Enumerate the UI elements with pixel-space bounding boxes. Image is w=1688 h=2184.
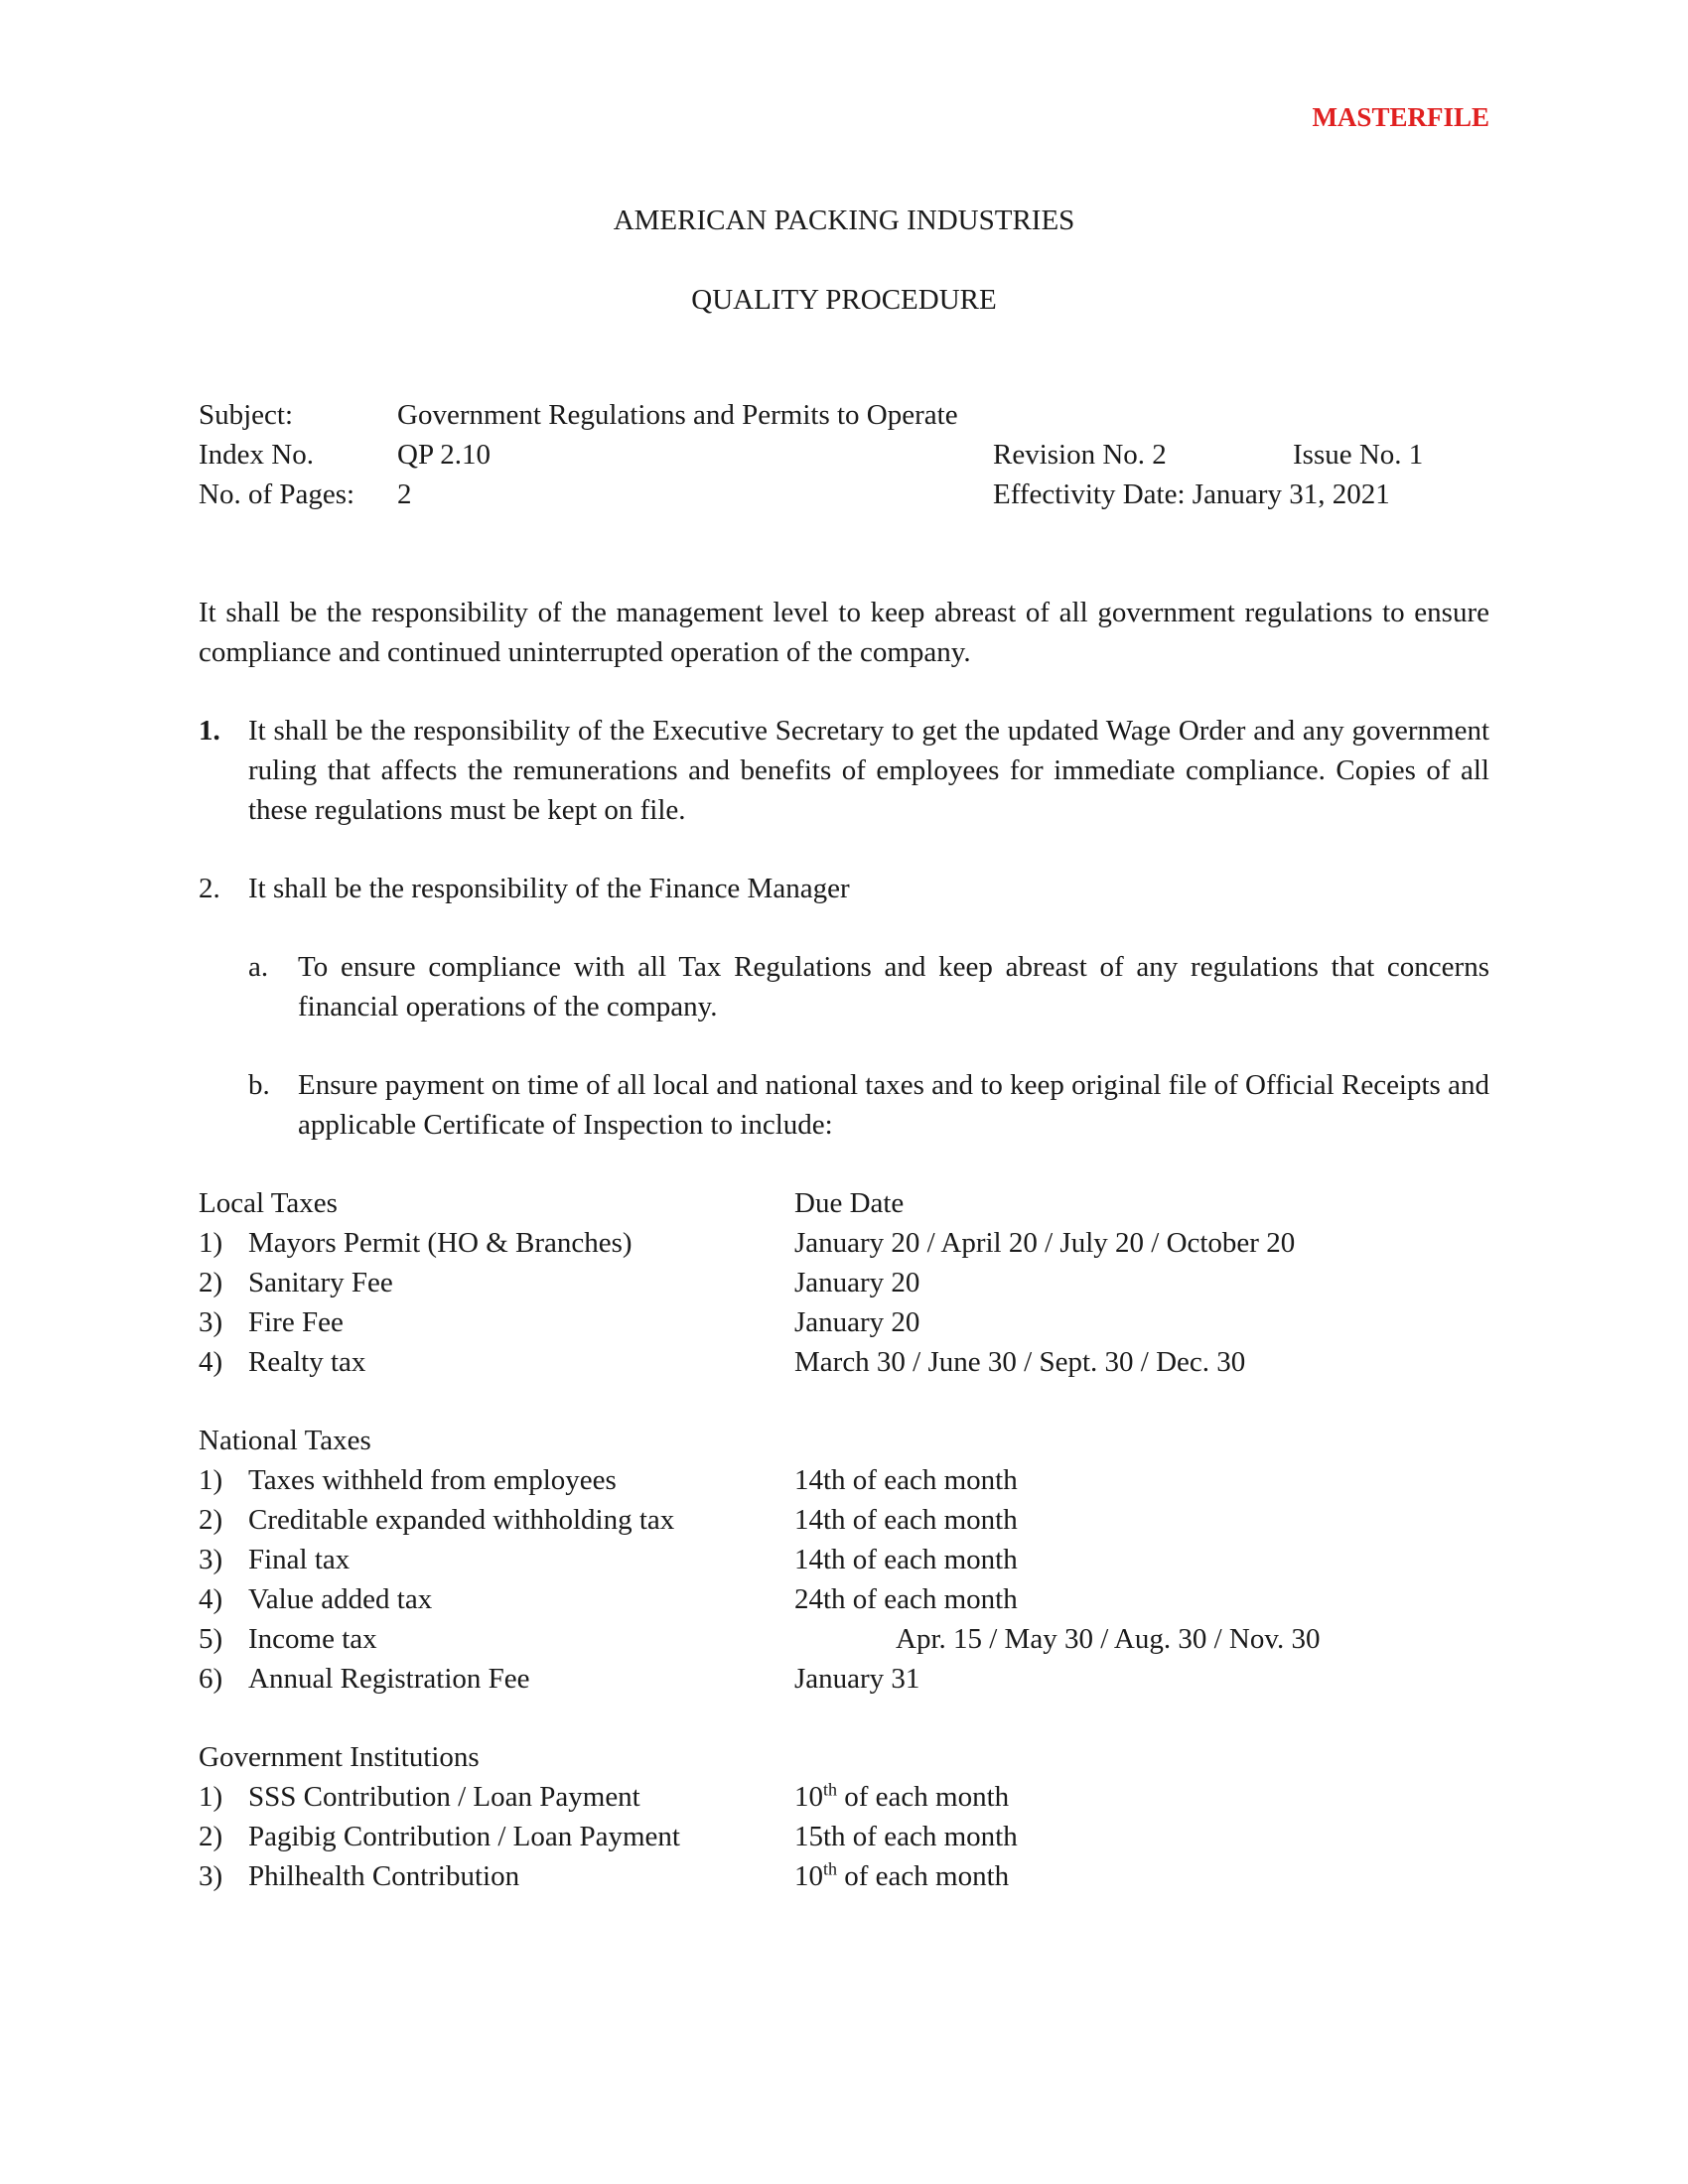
index-value: QP 2.10 xyxy=(397,439,491,471)
due-rest: of each month xyxy=(837,1781,1010,1813)
list-item-name: Pagibig Contribution / Loan Payment xyxy=(248,1821,680,1852)
list-item-due: 14th of each month xyxy=(794,1504,1018,1536)
list-item-number: 3) xyxy=(199,1860,223,1892)
item-1-text: It shall be the responsibility of the Executive Secretary to get the updated Wage Order and any government ruling that affects the remunerations and benefits of employees for immediate compliance. Copies of all these regulations must be kept on file. xyxy=(248,715,1489,826)
list-item-due: 14th of each month xyxy=(794,1464,1018,1496)
list-item-due: 24th of each month xyxy=(794,1583,1018,1615)
list-item-number: 2) xyxy=(199,1267,223,1298)
list-item-due: January 31 xyxy=(794,1663,920,1695)
list-item-due: January 20 / April 20 / July 20 / October 20 xyxy=(794,1227,1296,1259)
item-2b-label: b. xyxy=(248,1069,270,1101)
list-item-due: March 30 / June 30 / Sept. 30 / Dec. 30 xyxy=(794,1346,1246,1378)
list-item-name: Realty tax xyxy=(248,1346,366,1378)
due-date-heading: Due Date xyxy=(794,1187,905,1219)
company-name: AMERICAN PACKING INDUSTRIES xyxy=(613,205,1075,236)
list-item-name: SSS Contribution / Loan Payment xyxy=(248,1781,640,1813)
item-1-number: 1. xyxy=(199,715,220,747)
list-item-number: 1) xyxy=(199,1781,223,1813)
list-item-name: Final tax xyxy=(248,1544,351,1575)
national-taxes-heading: National Taxes xyxy=(199,1425,371,1456)
subject-value: Government Regulations and Permits to Operate xyxy=(397,399,958,431)
index-label: Index No. xyxy=(199,439,314,471)
pages-label: No. of Pages: xyxy=(199,478,355,510)
revision-number: Revision No. 2 xyxy=(993,439,1167,471)
list-item-name: Income tax xyxy=(248,1623,377,1655)
list-item-due: January 20 xyxy=(794,1306,920,1338)
list-item-number: 4) xyxy=(199,1583,223,1615)
list-item-name: Fire Fee xyxy=(248,1306,344,1338)
effectivity-date: Effectivity Date: January 31, 2021 xyxy=(993,478,1390,510)
list-item-number: 5) xyxy=(199,1623,223,1655)
issue-number: Issue No. 1 xyxy=(1293,439,1424,471)
subject-label: Subject: xyxy=(199,399,294,431)
item-2a-text: To ensure compliance with all Tax Regulations and keep abreast of any regulations that concerns financial operations of the company. xyxy=(298,951,1489,1023)
masterfile-label: MASTERFILE xyxy=(1312,102,1489,132)
due-number: 10 xyxy=(794,1860,823,1892)
pages-value: 2 xyxy=(397,478,412,510)
list-item-number: 3) xyxy=(199,1544,223,1575)
item-2a-label: a. xyxy=(248,951,269,983)
intro-paragraph: It shall be the responsibility of the management level to keep abreast of all government regulations to ensure compliance and continued uninterrupted operation of the company. xyxy=(199,597,1489,668)
due-ordinal-suffix: th xyxy=(823,1779,838,1800)
government-institutions-heading: Government Institutions xyxy=(199,1741,480,1773)
list-item-number: 6) xyxy=(199,1663,223,1695)
item-2b-text: Ensure payment on time of all local and national taxes and to keep original file of Official Receipts and applicable Certificate of Inspection to include: xyxy=(298,1069,1489,1141)
list-item-number: 2) xyxy=(199,1504,223,1536)
list-item-due xyxy=(794,1777,1009,1817)
list-item-name: Annual Registration Fee xyxy=(248,1663,530,1695)
local-taxes-heading: Local Taxes xyxy=(199,1187,338,1219)
list-item-name: Taxes withheld from employees xyxy=(248,1464,617,1496)
list-item-number: 1) xyxy=(199,1464,223,1496)
list-item-name: Creditable expanded withholding tax xyxy=(248,1504,675,1536)
list-item-number: 1) xyxy=(199,1227,223,1259)
list-item-name: Value added tax xyxy=(248,1583,433,1615)
list-item-due: 14th of each month xyxy=(794,1544,1018,1575)
procedure-title: QUALITY PROCEDURE xyxy=(691,284,997,316)
due-number: 10 xyxy=(794,1781,823,1813)
list-item-number: 2) xyxy=(199,1821,223,1852)
item-2-number: 2. xyxy=(199,873,220,904)
list-item-due: 15th of each month xyxy=(794,1821,1018,1852)
list-item-due: Apr. 15 / May 30 / Aug. 30 / Nov. 30 xyxy=(896,1623,1321,1655)
list-item-number: 3) xyxy=(199,1306,223,1338)
list-item-due: January 20 xyxy=(794,1267,920,1298)
list-item-name: Philhealth Contribution xyxy=(248,1860,520,1892)
list-item-name: Sanitary Fee xyxy=(248,1267,393,1298)
list-item-name: Mayors Permit (HO & Branches) xyxy=(248,1227,633,1259)
due-ordinal-suffix: th xyxy=(823,1858,838,1879)
due-rest: of each month xyxy=(837,1860,1010,1892)
list-item-number: 4) xyxy=(199,1346,223,1378)
item-2-text: It shall be the responsibility of the Finance Manager xyxy=(248,873,850,904)
list-item-due xyxy=(794,1856,1009,1896)
